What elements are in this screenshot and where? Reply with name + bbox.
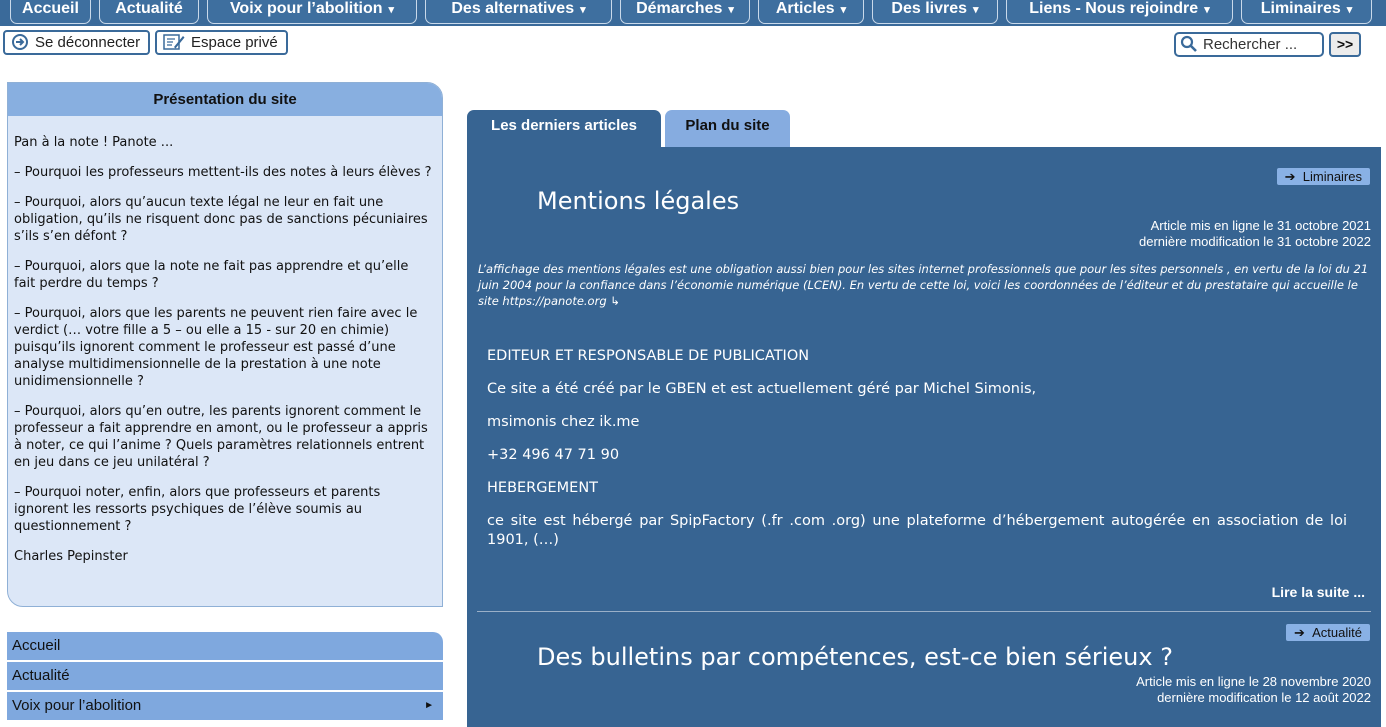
search-submit-button[interactable]: >> bbox=[1329, 32, 1361, 57]
chevron-down-icon: ▾ bbox=[1204, 4, 1210, 16]
chevron-down-icon: ▾ bbox=[973, 4, 979, 16]
left-menu-label: Accueil bbox=[12, 637, 61, 654]
presentation-paragraph: – Pourquoi noter, enfin, alors que professeurs et parents ignorent les ressorts psychiques de l’élève soumis au questionnement ? bbox=[14, 485, 381, 534]
private-space-label: Espace privé bbox=[191, 34, 278, 51]
left-menu-item-voix-abolition[interactable] bbox=[7, 692, 443, 720]
article-title[interactable]: Des bulletins par compétences, est-ce bien sérieux ? bbox=[537, 643, 1173, 671]
chevron-down-icon: ▾ bbox=[1346, 4, 1353, 16]
rubrique-label: Actualité bbox=[1312, 625, 1362, 640]
presentation-text bbox=[8, 116, 442, 565]
nav-articles[interactable] bbox=[758, 0, 864, 24]
tab-latest-articles[interactable]: Les derniers articles bbox=[467, 110, 661, 147]
presentation-signature: Charles Pepinster bbox=[14, 549, 128, 564]
article-body bbox=[487, 347, 1347, 564]
chevron-down-icon: ▾ bbox=[728, 4, 734, 16]
nav-label: Des alternatives bbox=[451, 0, 575, 17]
article-dates bbox=[1136, 674, 1371, 706]
nav-label: Actualité bbox=[115, 0, 183, 17]
edit-icon bbox=[163, 33, 185, 51]
article-paragraph: HEBERGEMENT bbox=[487, 480, 599, 496]
search-placeholder: Rechercher ... bbox=[1203, 36, 1298, 53]
nav-voix-abolition[interactable] bbox=[207, 0, 417, 24]
nav-label: Accueil bbox=[22, 0, 79, 17]
nav-livres[interactable] bbox=[872, 0, 998, 24]
article-modified-date: dernière modification le 31 octobre 2022 bbox=[1139, 234, 1371, 249]
article-paragraph: ce site est hébergé par SpipFactory (.fr .com .org) une plateforme d’hébergement autogérée en association de loi 1901, (…) bbox=[487, 513, 1347, 548]
article-paragraph: Ce site a été créé par le GBEN et est actuellement géré par Michel Simonis, bbox=[487, 381, 1037, 397]
article-modified-date: dernière modification le 12 août 2022 bbox=[1157, 690, 1371, 705]
private-space-button[interactable] bbox=[155, 30, 288, 55]
presentation-title: Présentation du site bbox=[8, 83, 442, 116]
chevron-down-icon: ▾ bbox=[840, 4, 847, 16]
search-icon bbox=[1180, 35, 1198, 53]
articles-panel bbox=[467, 147, 1381, 727]
article-published-date: Article mis en ligne le 31 octobre 2021 bbox=[1150, 218, 1371, 233]
arrow-right-icon: ➔ bbox=[1293, 625, 1305, 640]
left-menu bbox=[7, 632, 443, 722]
logout-button[interactable] bbox=[3, 30, 150, 55]
read-more-link[interactable]: Lire la suite ... bbox=[1271, 584, 1365, 600]
left-menu-item-accueil[interactable] bbox=[7, 632, 443, 660]
article-paragraph: msimonis chez ik.me bbox=[487, 414, 640, 430]
left-menu-item-actualite[interactable] bbox=[7, 662, 443, 690]
nav-accueil[interactable] bbox=[10, 0, 91, 24]
chevron-down-icon: ▾ bbox=[388, 4, 395, 16]
article-title[interactable]: Mentions légales bbox=[537, 187, 740, 215]
nav-label: Articles bbox=[775, 0, 835, 17]
nav-actualite[interactable] bbox=[99, 0, 199, 24]
rubrique-badge[interactable] bbox=[1286, 624, 1370, 641]
nav-liens[interactable] bbox=[1006, 0, 1233, 24]
top-navigation bbox=[0, 0, 1386, 26]
article-paragraph: +32 496 47 71 90 bbox=[487, 447, 620, 463]
left-menu-label: Voix pour l’abolition bbox=[12, 697, 142, 714]
submenu-arrow-icon: ► bbox=[424, 700, 434, 711]
left-menu-label: Actualité bbox=[12, 667, 70, 684]
nav-label: Liminaires bbox=[1260, 0, 1341, 17]
presentation-paragraph: – Pourquoi, alors que les parents ne peuvent rien faire avec le verdict (… votre fille a 5 – ou elle a 15 - sur 20 en chimie) puisqu’ils ignorent comment le professeur est passé d’une analyse multidimensionnelle de la prestation à une note unidimensionnelle ? bbox=[14, 306, 418, 389]
logout-label: Se déconnecter bbox=[35, 34, 141, 51]
logout-icon bbox=[11, 33, 29, 51]
article-separator bbox=[477, 611, 1371, 612]
presentation-paragraph: – Pourquoi les professeurs mettent-ils des notes à leurs élèves ? bbox=[14, 165, 432, 180]
nav-alternatives[interactable] bbox=[425, 0, 612, 24]
article-intro: L’affichage des mentions légales est une obligation aussi bien pour les sites internet professionnels que pour les sites personnels , en vertu de la loi du 21 juin 2004 pour la confiance dans l’économie numérique (LCEN). En vertu de cette loi, voici les coordonnées de l’éditeur et du prestataire qui accueille le site https://panote.org ↳ bbox=[478, 262, 1369, 308]
presentation-paragraph: – Pourquoi, alors qu’en outre, les parents ignorent comment le professeur a fait apprendre en amont, ou le professeur a appris à noter, ce qui l’anime ? Quels paramètres relationnels entrent en jeu dans ce jeu unilatéral ? bbox=[14, 404, 428, 470]
presentation-paragraph: – Pourquoi, alors que la note ne fait pas apprendre et qu’elle fait perdre du temps ? bbox=[14, 259, 409, 291]
site-presentation-box bbox=[7, 82, 443, 607]
rubrique-badge[interactable] bbox=[1277, 168, 1370, 185]
article-paragraph: EDITEUR ET RESPONSABLE DE PUBLICATION bbox=[487, 348, 810, 364]
rubrique-label: Liminaires bbox=[1302, 169, 1362, 184]
nav-liminaires[interactable] bbox=[1241, 0, 1372, 24]
nav-label: Démarches bbox=[636, 0, 723, 17]
presentation-paragraph: – Pourquoi, alors qu’aucun texte légal ne leur en fait une obligation, qu’ils ne risquent donc pas de sanctions pécuniaires s’ils s’en défont ? bbox=[14, 195, 428, 244]
presentation-paragraph: Pan à la note ! Panote ... bbox=[14, 135, 174, 150]
arrow-right-icon: ➔ bbox=[1284, 169, 1296, 184]
article-published-date: Article mis en ligne le 28 novembre 2020 bbox=[1136, 674, 1371, 689]
nav-label: Liens - Nous rejoindre bbox=[1029, 0, 1199, 17]
tab-site-map[interactable]: Plan du site bbox=[665, 110, 790, 147]
chevron-down-icon: ▾ bbox=[580, 4, 586, 16]
nav-demarches[interactable] bbox=[620, 0, 750, 24]
article-dates bbox=[1139, 218, 1371, 250]
nav-label: Voix pour l’abolition bbox=[229, 0, 383, 17]
nav-label: Des livres bbox=[891, 0, 968, 17]
search-input[interactable] bbox=[1174, 32, 1324, 57]
